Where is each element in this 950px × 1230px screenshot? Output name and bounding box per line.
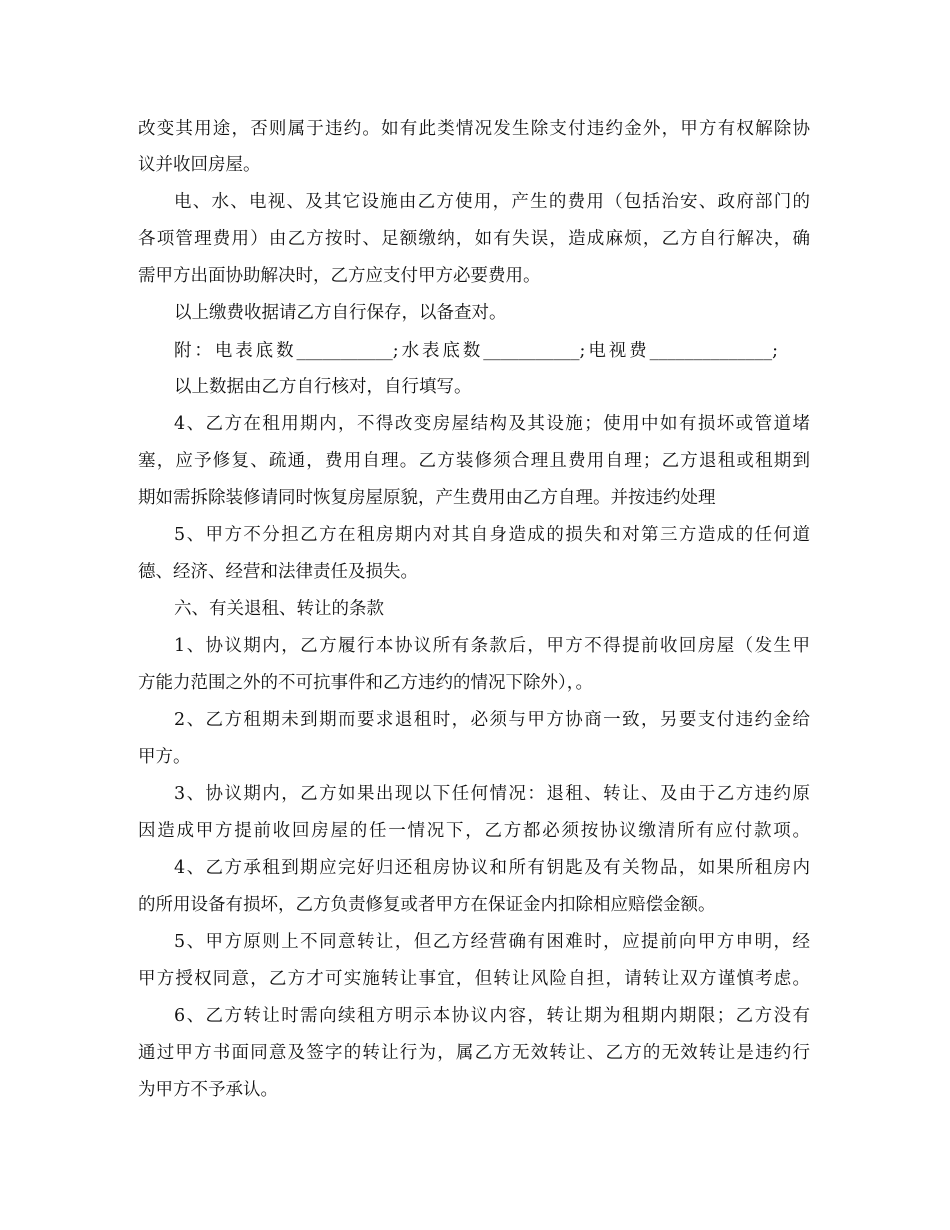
text-line: 5、甲方原则上不同意转让，但乙方经营确有困难时，应提前向甲方申明，经 bbox=[174, 932, 810, 952]
text-line: 为甲方不予承认。 bbox=[138, 1080, 278, 1100]
text-line: 甲方。 bbox=[138, 747, 191, 767]
text-line: 以上数据由乙方自行核对，自行填写。 bbox=[174, 377, 472, 397]
text-line: 以上缴费收据请乙方自行保存，以备查对。 bbox=[174, 303, 507, 323]
text-line: 的所用设备有损坏，乙方负责修复或者甲方在保证金内扣除相应赔偿金额。 bbox=[138, 895, 716, 915]
text-line: 通过甲方书面同意及签字的转让行为，属乙方无效转让、乙方的无效转让是违约行 bbox=[138, 1043, 810, 1063]
text-line: 甲方授权同意，乙方才可实施转让事宜，但转让风险自担，请转让双方谨慎考虑。 bbox=[138, 969, 810, 989]
text-line: 需甲方出面协助解决时，乙方应支付甲方必要费用。 bbox=[138, 266, 541, 286]
text-line: 期如需拆除装修请同时恢复房屋原貌，产生费用由乙方自理。并按违约处理 bbox=[138, 488, 716, 508]
text-line: 议并收回房屋。 bbox=[138, 155, 261, 175]
text-line: 塞，应予修复、疏通，费用自理。乙方装修须合理且费用自理；乙方退租或租期到 bbox=[138, 451, 810, 471]
text-line: 5、甲方不分担乙方在租房期内对其自身造成的损失和对第三方造成的任何道 bbox=[174, 525, 810, 545]
text-line: 4、乙方承租到期应完好归还租房协议和所有钥匙及有关物品，如果所租房内 bbox=[174, 858, 810, 878]
text-line: 4、乙方在租用期内，不得改变房屋结构及其设施；使用中如有损坏或管道堵 bbox=[174, 414, 810, 434]
payment-record-line: 附：电表底数___________;水表底数___________;电视费______________; bbox=[174, 341, 778, 361]
text-line: 改变其用途，否则属于违约。如有此类情况发生除支付违约金外，甲方有权解除协 bbox=[138, 119, 810, 139]
text-line: 2、乙方租期未到期而要求退租时，必须与甲方协商一致，另要支付违约金给 bbox=[174, 710, 810, 730]
text-line: 德、经济、经营和法律责任及损失。 bbox=[138, 562, 418, 582]
text-line: 各项管理费用）由乙方按时、足额缴纳，如有失误，造成麻烦，乙方自行解决，确 bbox=[138, 229, 810, 249]
section-heading: 六、有关退租、转让的条款 bbox=[174, 599, 384, 619]
text-line: 3、协议期内，乙方如果出现以下任何情况：退租、转让、及由于乙方违约原 bbox=[174, 784, 810, 804]
text-line: 电、水、电视、及其它设施由乙方使用，产生的费用（包括治安、政府部门的 bbox=[174, 192, 810, 212]
text-line: 因造成甲方提前收回房屋的任一情况下，乙方都必须按协议缴清所有应付款项。 bbox=[138, 821, 810, 841]
text-line: 方能力范围之外的不可抗事件和乙方违约的情况下除外），。 bbox=[138, 673, 593, 693]
text-line: 6、乙方转让时需向续租方明示本协议内容，转让期为租期内期限；乙方没有 bbox=[174, 1006, 810, 1026]
text-line: 1、协议期内，乙方履行本协议所有条款后，甲方不得提前收回房屋（发生甲 bbox=[174, 636, 810, 656]
